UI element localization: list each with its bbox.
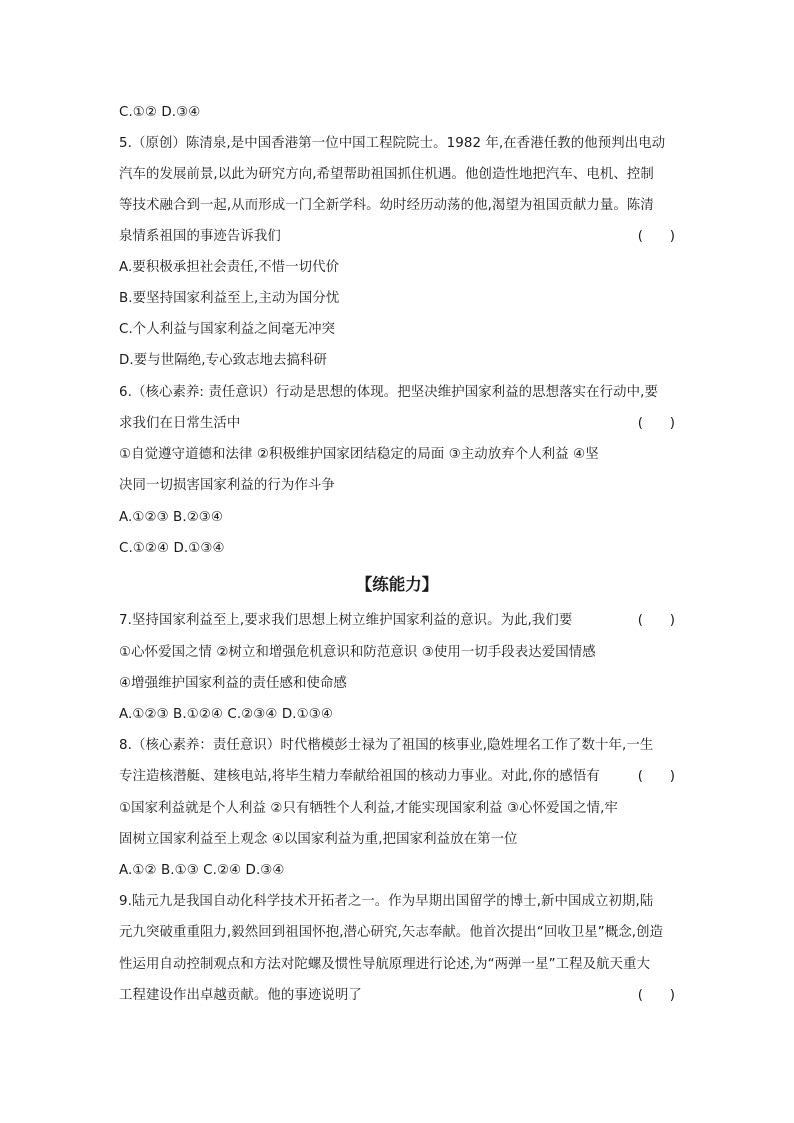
q6-statements-line-2	[119, 476, 675, 496]
text-line: A.①②③ B.②③④	[119, 510, 224, 525]
text-line: 固树立国家利益至上观念 ④以国家利益为重,把国家利益放在第一位	[119, 832, 518, 847]
answer-blank: ( )	[637, 988, 675, 1003]
q5-stem-line-2	[119, 165, 675, 185]
q7-statements-line-1	[119, 643, 675, 663]
answer-blank: ( )	[637, 416, 675, 431]
text-line: 汽车的发展前景,以此为研究方向,希望帮助祖国抓住机遇。他创造性地把汽车、电机、控制	[119, 167, 654, 182]
q5-option-a	[119, 258, 675, 278]
text-line: ①自觉遵守道德和法律 ②积极维护国家团结稳定的局面 ③主动放弃个人利益 ④坚	[119, 447, 599, 462]
q8-stem-line-1	[119, 736, 675, 756]
text-line: 5.（原创）陈清泉,是中国香港第一位中国工程院院士。1982 年,在香港任教的他预判出电动	[119, 136, 666, 151]
text-line: 元九突破重重阻力,毅然回到祖国怀抱,潜心研究,矢志奉献。他首次提出“回收卫星”概念,创造	[119, 925, 664, 940]
q8-statements-line-2	[119, 830, 675, 850]
answer-blank: ( )	[637, 229, 675, 244]
text-line: C.①②④ D.①③④	[119, 541, 225, 556]
q9-stem-line-4	[119, 986, 675, 1006]
text-line: A.①② B.①③ C.②④ D.③④	[119, 863, 285, 878]
text-line: D.要与世隔绝,专心致志地去搞科研	[119, 353, 327, 368]
text-line: ①国家利益就是个人利益 ②只有牺牲个人利益,才能实现国家利益 ③心怀爱国之情,牢	[119, 801, 618, 816]
q6-statements-line-1	[119, 445, 675, 465]
q9-stem-line-2	[119, 923, 675, 943]
q7-options	[119, 705, 675, 725]
text-line: 泉情系祖国的事迹告诉我们	[119, 229, 281, 244]
text-line: B.要坚持国家利益至上,主动为国分忧	[119, 291, 340, 306]
q7-statements-line-2	[119, 674, 675, 694]
q8-options	[119, 861, 675, 881]
text-line: 8.（核心素养：责任意识）时代楷模彭士禄为了祖国的核事业,隐姓埋名工作了数十年,一生	[119, 738, 654, 753]
q6-stem-line-1	[119, 383, 675, 403]
q7-stem	[119, 611, 675, 631]
q5-option-b	[119, 289, 675, 309]
q5-stem-line-3	[119, 196, 675, 216]
text-line: 性运用自动控制观点和方法对陀螺及惯性导航原理进行论述,为“两弹一星”工程及航天重大	[119, 957, 651, 972]
q6-options-ab	[119, 508, 675, 528]
q6-options-cd	[119, 539, 675, 559]
text-line: 决同一切损害国家利益的行为作斗争	[119, 478, 335, 493]
q4-options-cd	[119, 103, 675, 123]
q5-stem-line-4	[119, 227, 675, 247]
text-line: C.①② D.③④	[119, 105, 201, 120]
text-line: A.要积极承担社会责任,不惜一切代价	[119, 260, 340, 275]
q9-stem-line-1	[119, 892, 675, 912]
text-line: 求我们在日常生活中	[119, 416, 241, 431]
text-line: ①心怀爱国之情 ②树立和增强危机意识和防范意识 ③使用一切手段表达爱国情感	[119, 645, 596, 660]
q5-option-c	[119, 320, 675, 340]
section-title: 【练能力】	[355, 575, 439, 594]
answer-blank: ( )	[637, 613, 675, 628]
q8-statements-line-1	[119, 799, 675, 819]
text-line: 9.陆元九是我国自动化科学技术开拓者之一。作为早期出国留学的博士,新中国成立初期,陆	[119, 894, 654, 909]
q8-stem-line-2	[119, 767, 675, 787]
answer-blank: ( )	[637, 769, 675, 784]
text-line: 7.坚持国家利益至上,要求我们思想上树立维护国家利益的意识。为此,我们要	[119, 613, 573, 628]
q6-stem-line-2	[119, 414, 675, 434]
text-line: 工程建设作出卓越贡献。他的事迹说明了	[119, 988, 362, 1003]
text-line: C.个人利益与国家利益之间毫无冲突	[119, 322, 336, 337]
q5-option-d	[119, 351, 675, 371]
text-line: A.①②③ B.①②④ C.②③④ D.①③④	[119, 707, 333, 722]
text-line: 等技术融合到一起,从而形成一门全新学科。幼时经历动荡的他,渴望为祖国贡献力量。陈清	[119, 198, 654, 213]
text-line: ④增强维护国家利益的责任感和使命感	[119, 676, 347, 691]
text-line: 专注造核潜艇、建核电站,将毕生精力奉献给祖国的核动力事业。对此,你的感悟有	[119, 769, 600, 784]
q9-stem-line-3	[119, 955, 675, 975]
q5-stem-line-1	[119, 134, 675, 154]
text-line: 6.（核心素养: 责任意识）行动是思想的体现。把坚决维护国家利益的思想落实在行动中,要	[119, 385, 658, 400]
